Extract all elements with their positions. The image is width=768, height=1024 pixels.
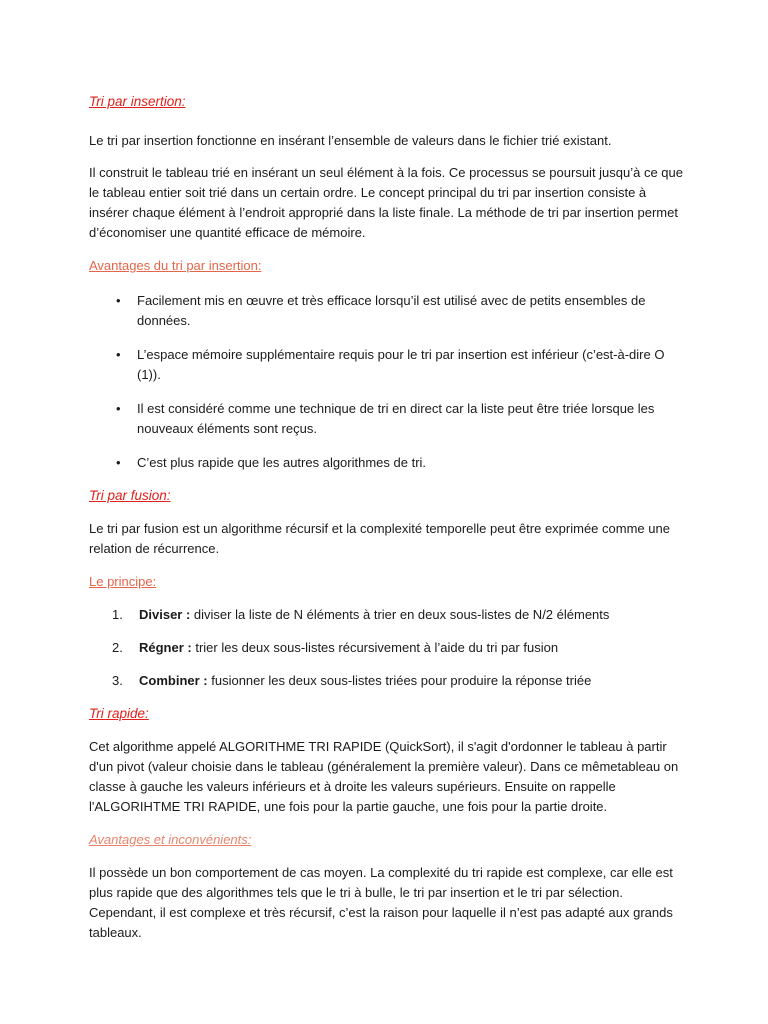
heading-rapide: Tri rapide: bbox=[89, 706, 149, 721]
list-item bbox=[89, 671, 689, 691]
heading-fusion: Tri par fusion: bbox=[89, 488, 171, 503]
step-term: Combiner : bbox=[139, 673, 208, 688]
step-term: Diviser : bbox=[139, 607, 191, 622]
heading-pros-cons: Avantages et inconvénients: bbox=[89, 832, 252, 847]
step-term: Régner : bbox=[139, 640, 192, 655]
bullet-icon: • bbox=[116, 293, 121, 308]
list-item bbox=[89, 453, 689, 473]
list-item-text: L’espace mémoire supplémentaire requis pour le tri par insertion est inférieur (c’est-à-dire O (1)). bbox=[137, 347, 665, 382]
document-content bbox=[89, 92, 689, 943]
list-item bbox=[89, 638, 689, 658]
step-number: 2. bbox=[112, 640, 123, 655]
list-item-text: C’est plus rapide que les autres algorithmes de tri. bbox=[137, 455, 427, 470]
insertion-description: Il construit le tableau trié en insérant un seul élément à la fois. Ce processus se poursuit jusqu’à ce que le tableau entier soit trié dans un certain ordre. Le concept principal du tri par insertion consiste à insérer chaque élément à l’endroit approprié dans la liste finale. La méthode de tri par insertion permet d’économiser une quantité efficace de mémoire. bbox=[89, 165, 684, 240]
bullet-icon: • bbox=[116, 347, 121, 362]
heading-insertion-advantages: Avantages du tri par insertion: bbox=[89, 258, 262, 273]
bullet-icon: • bbox=[116, 401, 121, 416]
fusion-description: Le tri par fusion est un algorithme récursif et la complexité temporelle peut être exprimée comme une relation de récurrence. bbox=[89, 521, 670, 556]
list-item-text: Facilement mis en œuvre et très efficace lorsqu’il est utilisé avec de petits ensembles de données. bbox=[137, 293, 646, 328]
heading-insertion: Tri par insertion: bbox=[89, 94, 186, 109]
step-number: 1. bbox=[112, 607, 123, 622]
principle-steps-list bbox=[89, 605, 689, 691]
insertion-advantages-list bbox=[89, 291, 689, 473]
step-text: fusionner les deux sous-listes triées pour produire la réponse triée bbox=[207, 673, 592, 688]
bullet-icon: • bbox=[116, 455, 121, 470]
list-item-text: Il est considéré comme une technique de tri en direct car la liste peut être triée lorsque les nouveaux éléments sont reçus. bbox=[137, 401, 655, 436]
list-item bbox=[89, 605, 689, 625]
step-number: 3. bbox=[112, 673, 123, 688]
insertion-intro: Le tri par insertion fonctionne en insérant l’ensemble de valeurs dans le fichier trié existant. bbox=[89, 133, 612, 148]
list-item bbox=[89, 291, 689, 331]
step-text: trier les deux sous-listes récursivement à l’aide du tri par fusion bbox=[191, 640, 559, 655]
rapide-pros-cons: Il possède un bon comportement de cas moyen. La complexité du tri rapide est complexe, car elle est plus rapide que des algorithmes tels que le tri à bulle, le tri par insertion et le tri par sélection. Cependant, il est complexe et très récursif, c’est la raison pour laquelle il n’est pas adapté aux grands tableaux. bbox=[89, 865, 673, 940]
heading-principle: Le principe: bbox=[89, 574, 157, 589]
list-item bbox=[89, 399, 689, 439]
step-text: diviser la liste de N éléments à trier en deux sous-listes de N/2 éléments bbox=[190, 607, 610, 622]
list-item bbox=[89, 345, 689, 385]
rapide-description: Cet algorithme appelé ALGORITHME TRI RAPIDE (QuickSort), il s'agit d'ordonner le tableau à partir d'un pivot (valeur choisie dans le tableau (généralement la première valeur). Dans ce mêmetableau on classe à gauche les valeurs inférieurs et à droite les valeurs supérieurs. Ensuite on rappelle l'ALGORIHTME TRI RAPIDE, une fois pour la partie gauche, une fois pour la partie droite. bbox=[89, 739, 679, 814]
